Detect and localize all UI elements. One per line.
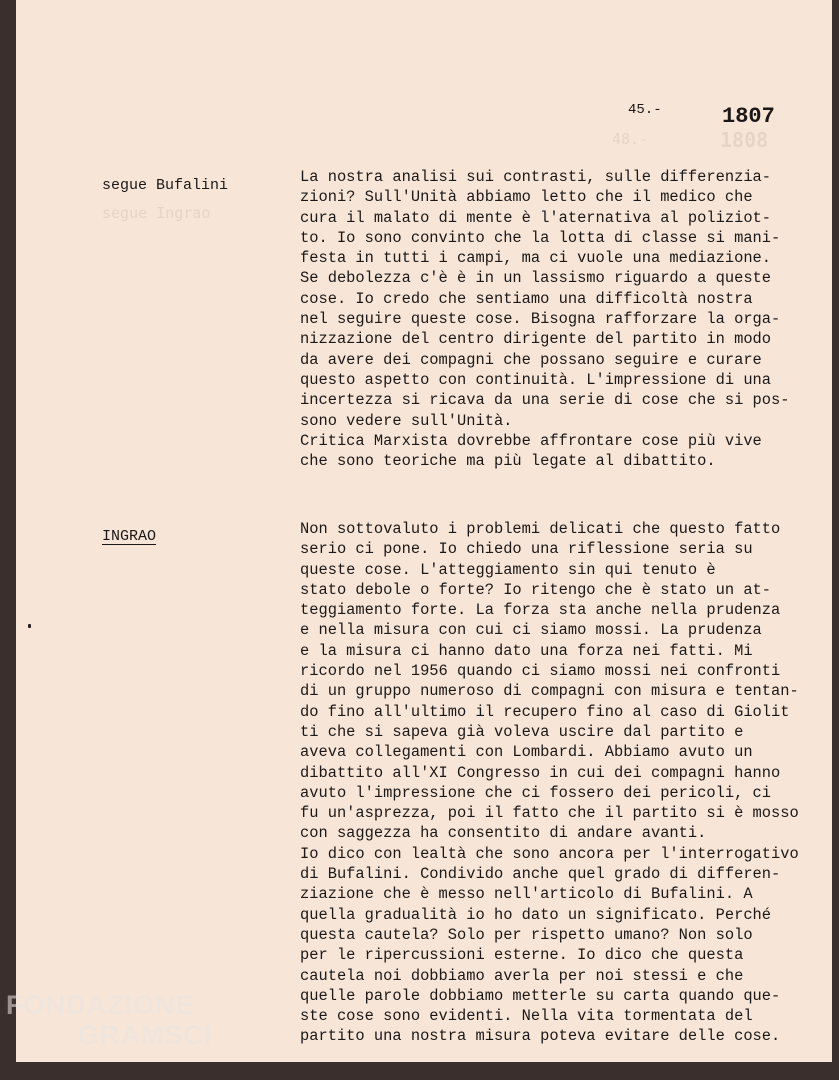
ingrao-speech: Non sottovaluto i problemi delicati che questo fatto serio ci pone. Io chiedo una riflessione seria su queste cose. L'atteggiamento sin qui tenuto è stato debole o forte? Io ritengo che è stato un at- teggiamento forte. La forza sta anche nella prudenza e nella misura con cui ci siamo mossi. La prudenza e la misura ci hanno dato una forza nei fatti. Mi ricordo nel 1956 quando ci siamo mossi nei confronti di un gruppo numeroso di compagni con misura e tentan- do fino all'ultimo il recupero fino al caso di Giolit ti che si sapeva già voleva uscire dal partito e aveva collegamenti con Lombardi. Abbiamo avuto un dibattito all'XI Congresso in cui dei compagni hanno avuto l'impressione che ci fossero dei pericoli, ci fu un'asprezza, poi il fatto che il partito si è mosso con saggezza ha consentito di andare avanti. Io dico con lealtà che sono ancora per l'interrogativo di Bufalini. Condivido anche quel grado di differen- ziazione che è messo nell'articolo di Bufalini. A quella gradualità io ho dato un significato. Perché questa cautela? Solo per rispetto umano? Non solo per le ripercussioni esterne. Io dico che questa cautela noi dobbiamo averla per noi stessi e che quelle parole dobbiamo metterle su carta quando que- ste cose sono evidenti. Nella vita tormentata del partito una nostra misura poteva evitare delle cose. [300,520,799,1046]
page-number: 45.- [628,102,662,118]
bleed-through-mark: 48.- [612,130,649,148]
bleed-through-mark: 1808 [720,128,769,152]
document-page [16,0,832,1062]
speaker-ingrao: INGRAO [102,528,157,545]
watermark-line-1: FONDAZIONE [6,990,195,1020]
bufalini-speech: La nostra analisi sui contrasti, sulle differenzia- zioni? Sull'Unità abbiamo letto che il medico che cura il malato di mente è l'aternativa al poliziot- to. Io sono convinto che la lotta di classe si mani- festa in tutti i campi, ma ci vuole una mediazione. Se debolezza c'è è in un lassismo riguardo a queste cose. Io credo che sentiamo una difficoltà nostra nel seguire queste cose. Bisogna rafforzare la orga- nizzazione del centro dirigente del partito in modo da avere dei compagni che possano seguire e curare questo aspetto con continuità. L'impressione di una incertezza si ricava da una serie di cose che si pos- sono vedere sull'Unità. Critica Marxista dovrebbe affrontare cose più vive che sono teoriche ma più legate al dibattito. [300,168,790,471]
archive-watermark [0,988,213,1068]
margin-mark [28,624,31,628]
speaker-bufalini: segue Bufalini [102,177,229,194]
bleed-through-mark: segue Ingrao [102,204,211,222]
watermark-line-2: GRAMSCI [78,1020,213,1050]
document-number: 1807 [722,104,775,129]
